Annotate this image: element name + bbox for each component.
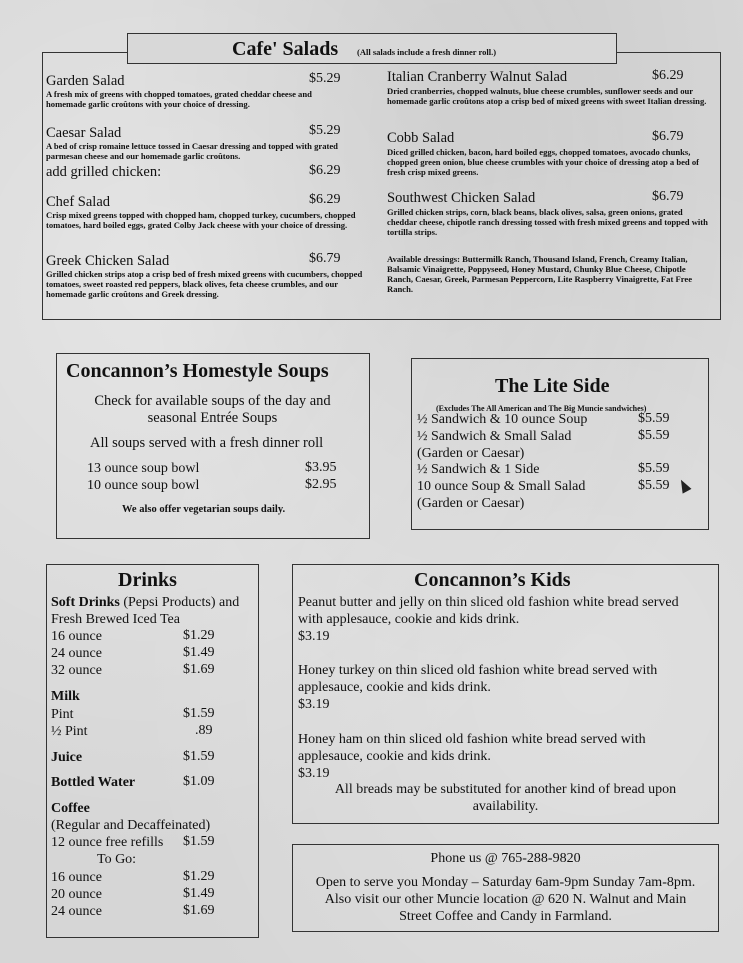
soup-price: $3.95 (305, 460, 337, 475)
drink-size: Pint (51, 707, 74, 722)
salad-description: Diced grilled chicken, bacon, hard boiled eggs, chopped tomatoes, avocado chunks, chopped green onion, blue cheese crumbles with your choice of dressing atop a bed of fresh crisp mixed greens. (387, 147, 700, 177)
milk-heading: Milk (51, 689, 80, 704)
drink-price: $1.29 (183, 869, 215, 884)
drink-size: 24 ounce (51, 904, 102, 919)
drink-price: $1.69 (183, 903, 215, 918)
lite-side-note: (Excludes The All American and The Big Muncie sandwiches) (436, 404, 647, 413)
kids-note-line-1: All breads may be substituted for another kind of bread upon (334, 782, 677, 797)
kids-note-line-2: availability. (472, 799, 539, 814)
coffee-subheading: (Regular and Decaffeinated) (51, 818, 211, 833)
salads-subtitle: (All salads include a fresh dinner roll.) (357, 47, 497, 57)
lite-price: $5.59 (638, 428, 670, 443)
lite-price: $5.59 (638, 411, 670, 426)
lite-item: ½ Sandwich & 10 ounce Soup (417, 412, 588, 427)
kids-item-price: $3.19 (298, 629, 330, 644)
kids-item-line: applesauce, cookie and kids drink. (298, 680, 491, 695)
drink-size: 16 ounce (51, 870, 102, 885)
soft-drinks-label: Soft Drinks (51, 595, 120, 610)
salad-price: $6.79 (652, 129, 684, 144)
kids-item-line: applesauce, cookie and kids drink. (298, 749, 491, 764)
drink-size: ½ Pint (51, 724, 88, 739)
salad-description: Dried cranberries, chopped walnuts, blue cheese crumbles, sunflower seeds and our homemade garlic croûtons atop a crisp bed of mixed greens with sweet Italian dressing. (387, 86, 707, 106)
soft-drinks-detail: (Pepsi Products) and (119, 595, 240, 610)
drink-price: $1.59 (183, 834, 215, 849)
kids-title: Concannon’s Kids (414, 569, 571, 591)
lite-side-title: The Lite Side (495, 375, 610, 397)
soft-drinks-heading (51, 595, 239, 611)
salad-name: Southwest Chicken Salad (387, 190, 536, 206)
salad-description: A fresh mix of greens with chopped tomatoes, grated cheddar cheese and homemade garlic croûtons with your choice of dressing. (46, 89, 312, 109)
to-go-heading: To Go: (97, 852, 137, 867)
drink-price: $1.49 (183, 886, 215, 901)
salad-name: Garden Salad (46, 73, 125, 89)
drink-size: 32 ounce (51, 663, 102, 678)
juice-heading: Juice (51, 750, 83, 765)
salad-name: Chef Salad (46, 194, 111, 210)
soups-title: Concannon’s Homestyle Soups (66, 360, 329, 382)
soups-line-3: All soups served with a fresh dinner roll (90, 435, 324, 451)
salad-price: $6.29 (309, 192, 341, 207)
kids-item-line: Peanut butter and jelly on thin sliced old fashion white bread served (298, 595, 679, 610)
other-location-line-2: Street Coffee and Candy in Farmland. (399, 909, 612, 924)
drink-size: 20 ounce (51, 887, 102, 902)
soup-item: 10 ounce soup bowl (87, 478, 200, 493)
salad-description: Grilled chicken strips atop a crisp bed of fresh mixed greens with cucumbers, chopped tomatoes, sweet roasted red peppers, black olives, feta cheese crumbles, and our homemade garlic croûtons and Greek dressing. (46, 269, 363, 299)
drink-price: $1.29 (183, 628, 215, 643)
drink-size: 12 ounce free refills (51, 835, 164, 850)
drink-size: 24 ounce (51, 646, 102, 661)
salad-description: Crisp mixed greens topped with chopped ham, chopped turkey, cucumbers, chopped tomatoes, hard boiled eggs, grated Colby Jack cheese with your choice of dressing. (46, 210, 356, 230)
salad-price: $5.29 (309, 71, 341, 86)
salad-price: $6.79 (652, 189, 684, 204)
lite-item: (Garden or Caesar) (417, 446, 525, 461)
drink-price: $1.59 (183, 706, 215, 721)
salads-title: Cafe' Salads (232, 38, 339, 60)
drink-price: $1.49 (183, 645, 215, 660)
drinks-title: Drinks (118, 569, 177, 591)
addon-price: $6.29 (309, 163, 341, 178)
salad-price: $6.79 (309, 251, 341, 266)
kids-item-line: with applesauce, cookie and kids drink. (298, 612, 520, 627)
kids-item-price: $3.19 (298, 766, 330, 781)
drink-price: .89 (195, 723, 213, 738)
soups-line-2: seasonal Entrée Soups (147, 410, 278, 426)
salad-name: Greek Chicken Salad (46, 253, 170, 269)
soups-note: We also offer vegetarian soups daily. (122, 504, 286, 515)
phone-number: Phone us @ 765-288-9820 (430, 851, 581, 866)
salad-name: Italian Cranberry Walnut Salad (387, 69, 568, 85)
salad-name: Caesar Salad (46, 125, 122, 141)
salad-description: A bed of crisp romaine lettuce tossed in Caesar dressing and topped with grated parmesan cheese and our homemade garlic croûtons. (46, 141, 338, 161)
lite-item: ½ Sandwich & 1 Side (417, 462, 540, 477)
salad-description: Grilled chicken strips, corn, black beans, black olives, salsa, green onions, grated cheddar cheese, chipotle ranch dressing tossed with fresh mixed greens and topped with tortilla strips. (387, 207, 708, 237)
kids-item-line: Honey ham on thin sliced old fashion white bread served with (298, 732, 646, 747)
lite-item: 10 ounce Soup & Small Salad (417, 479, 586, 494)
hours-text: Open to serve you Monday – Saturday 6am-9pm Sunday 7am-8pm. (315, 875, 696, 890)
kids-item-line: Honey turkey on thin sliced old fashion white bread served with (298, 663, 658, 678)
drink-size: 16 ounce (51, 629, 102, 644)
lite-item: (Garden or Caesar) (417, 496, 525, 511)
salad-price: $5.29 (309, 123, 341, 138)
drink-price: $1.59 (183, 749, 215, 764)
available-dressings: Available dressings: Buttermilk Ranch, Thousand Island, French, Creamy Italian, Balsamic Vinaigrette, Poppyseed, Honey Mustard, Chunky Blue Cheese, Chipotle Ranch, Caesar, Greek, Parmesan Peppercorn, Lite Raspberry Vinaigrette, Fat Free Ranch. (387, 254, 693, 294)
drink-price: $1.69 (183, 662, 215, 677)
soft-drinks-line-2: Fresh Brewed Iced Tea (51, 612, 180, 627)
lite-item: ½ Sandwich & Small Salad (417, 429, 572, 444)
kids-item-price: $3.19 (298, 697, 330, 712)
salad-name: Cobb Salad (387, 130, 455, 146)
drink-price: $1.09 (183, 774, 215, 789)
salad-price: $6.29 (652, 68, 684, 83)
soup-price: $2.95 (305, 477, 337, 492)
coffee-heading: Coffee (51, 801, 90, 816)
soups-line-1: Check for available soups of the day and (94, 393, 331, 409)
addon-label: add grilled chicken: (46, 164, 162, 180)
lite-price: $5.59 (638, 461, 670, 476)
lite-price: $5.59 (638, 478, 670, 493)
other-location-line-1: Also visit our other Muncie location @ 620 N. Walnut and Main (324, 892, 687, 907)
water-heading: Bottled Water (51, 775, 136, 790)
soup-item: 13 ounce soup bowl (87, 461, 200, 476)
